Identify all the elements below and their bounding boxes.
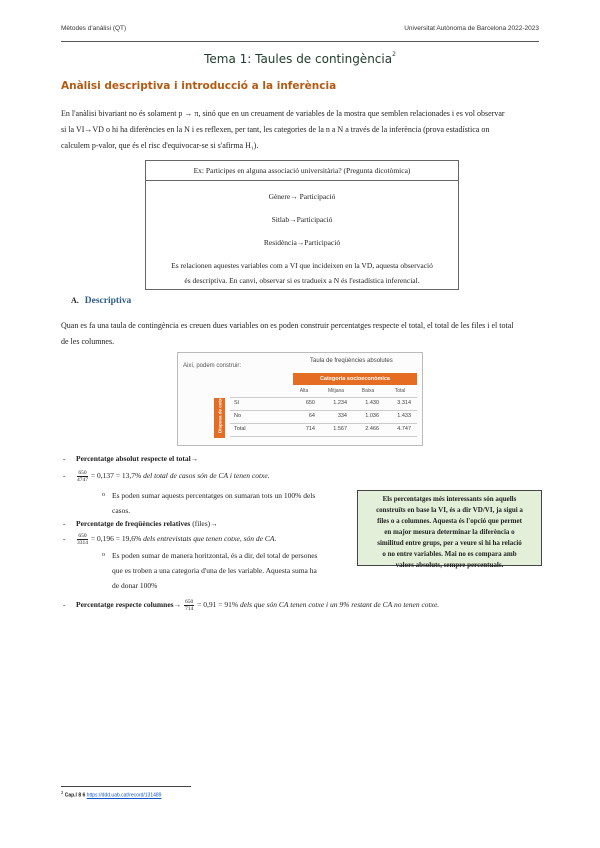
row-label: Total [234,426,246,432]
title-footnote-mark[interactable]: 2 [392,51,396,58]
column-header: Total [394,388,406,394]
list-item: - $\frac{650}{4747} = 0,137 = 13,7\%$ del total de casos són de CA i tenen cotxe. [63,469,270,483]
footnote-divider [61,786,191,787]
section-title: Anàlisi descriptiva i introducció a la inferència [61,80,337,92]
table-divider [230,423,417,424]
example-conclusion: Es relacionen aquestes variables com a VI que incideixen en la VD, aquesta observació és descriptiva. En canvi, observar si es tradueix a N és l'estadística inferencial. [171,261,433,285]
table-cell: 2.466 [365,426,379,432]
example-row: Gènere→ Participació [268,192,336,201]
note-box: Els percentatges més interessants són aquells construïts en base la VI, és a dir VD/VI, ja sigui a files o a columnes. Aquesta és l'opció que permet en major mesura determinar la diferència o similitud entre grups, per a veure si hi ha relació o no entre variables. Mai no es compara amb valors absoluts, sempre percentuals. [357,490,542,566]
column-header: Alta [299,388,309,394]
list-item: - Percentatge absolut respecte el total→ [63,454,199,463]
row-label: Sí [234,400,240,406]
table-cell: 64 [308,413,315,419]
fraction: $\frac{650}{714}$ [184,598,194,612]
header-divider [61,41,539,42]
table-cell: 1.433 [397,413,411,419]
table-cell: 650 [305,400,315,406]
category-header: Categoria socioeconòmica [293,373,417,385]
table-cell: 1.036 [365,413,379,419]
page-title: Tema 1: Taules de contingència$^2$ [204,51,396,66]
table-cell: 334 [337,413,347,419]
row-label: No [234,413,242,419]
table-intro-label: Així, podem construir: [183,363,242,369]
fraction: $\frac{650}{3314}$ [77,532,88,546]
table-cell: 4.747 [397,426,411,432]
example-box-header: Ex: Participes en alguna associació universitària? (Pregunta dicotòmica) [146,161,458,181]
table-divider [230,397,417,398]
table-cell: 1.234 [333,400,347,406]
table-cell: 3.314 [397,400,411,406]
fraction: $\frac{650}{4747}$ [77,469,88,483]
list-item: - Percentatge de freqüències relatives (files)→ [63,519,218,528]
example-box [145,160,459,290]
descriptiva-paragraph: Quan es fa una taula de contingència es creuen dues variables on es poden construir percentatges respecte el total, el total de les files i el total de les columnes. [61,321,514,346]
intro-paragraph: En l'anàlisi bivariant no és solament p → π, sinó que en un creuament de variables de la mostra que semblen relacionades i es vol observar si la VI→VD o hi ha diferències en la N i es reflexen, per tant, les categories de la n a N a través de la inferència (prova estadística on calculem p-valor, que és el risc d'equivocar-se si s'afirma H₁). [61,109,505,150]
footnote-link[interactable]: https://ddd.uab.cat/record/131489 [86,792,162,799]
list-item: - Percentatge respecte columnes→ $\frac{650}{714} = 0,91 = 91\%$ dels que són CA tenen cotxe i un 9% restant de CA no tenen cotxe. [63,598,440,612]
example-row: Sitlab→Participació [271,215,333,224]
table-divider [230,436,417,437]
column-header: Mitjana [327,388,345,394]
row-variable-label: Disposa de cotxe [214,398,225,438]
footnote: $^2$ Cap.I 8 6 https://ddd.uab.cat/record/131489 [61,790,162,799]
table-cell: 1.567 [333,426,347,432]
list-item: - $\frac{650}{3314} = 0,196 = 19,6\%$ dels entrevistats que tenen cotxe, són de CA. [63,532,277,546]
header-course: Mètodes d'anàlisi (QT) [61,25,127,32]
column-header: Baixa [361,388,375,394]
subsection-heading: A. Descriptiva [71,296,132,306]
table-cell: 714 [305,426,315,432]
table-divider [230,410,417,411]
table-cell: 1.430 [365,400,379,406]
header-university: Universitat Autònoma de Barcelona 2022-2023 [404,25,539,32]
sub-list-item: o Es poden sumar aquests percentatges on sumaran tots un 100% dels casos. [102,491,316,515]
table-title: Taula de freqüències absolutes [310,358,393,364]
page-header [61,25,539,32]
example-row: Residència→Participació [263,238,341,247]
contingency-table-image [177,352,423,446]
sub-list-item: o Es poden sumar de manera horitzontal, és a dir, del total de persones que es troben a una categoria d'una de les variable. Aquesta suma ha de donar 100% [102,551,318,590]
